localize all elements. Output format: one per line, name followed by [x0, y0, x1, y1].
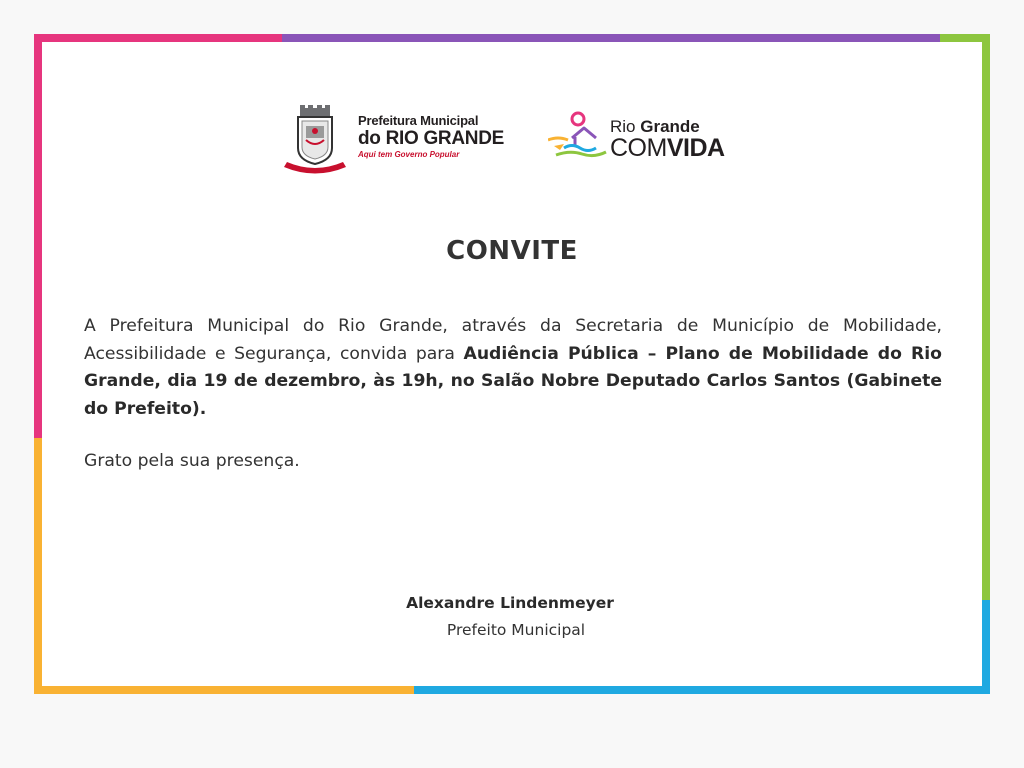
frame-border-bottom-orange [34, 686, 414, 694]
comvida-logo-vida: VIDA [666, 134, 725, 162]
signer-role: Prefeito Municipal [446, 621, 586, 639]
prefeitura-logo-slogan: Aqui tem Governo Popular [358, 150, 460, 159]
rio-grande-comvida-icon [548, 110, 612, 166]
comvida-logo [548, 110, 748, 170]
invitation-title: CONVITE [446, 236, 578, 266]
frame-border-bottom-blue [414, 686, 990, 694]
prefeitura-logo-line1: Prefeitura Municipal [358, 113, 479, 128]
invitation-closing: Grato pela sua presença. [84, 451, 300, 471]
invitation-body [84, 313, 942, 423]
frame-border-top-purple [282, 34, 940, 42]
frame-border-top-magenta [34, 34, 282, 42]
frame-border-right-green [982, 34, 990, 600]
comvida-logo-grande: Grande [640, 117, 700, 136]
comvida-logo-rio: Rio [610, 117, 636, 136]
prefeitura-logo [284, 104, 504, 178]
frame-border-right-blue [982, 600, 990, 694]
signer-name: Alexandre Lindenmeyer [406, 594, 614, 612]
prefeitura-logo-line2: do RIO GRANDE [358, 128, 504, 149]
frame-border-left-orange [34, 438, 42, 694]
invitation-body-intro: A Prefeitura Municipal do Rio Grande, através da Secretaria de Município de Mobilidade, Acessibilidade e Segurança, convida para [84, 316, 942, 364]
comvida-logo-com: COM [610, 134, 667, 162]
city-coat-of-arms-icon [284, 104, 354, 178]
invitation-body-event: Audiência Pública – Plano de Mobilidade do Rio Grande, dia 19 de dezembro, às 19h, no Salão Nobre Deputado Carlos Santos (Gabinete do Prefeito). [84, 343, 942, 419]
